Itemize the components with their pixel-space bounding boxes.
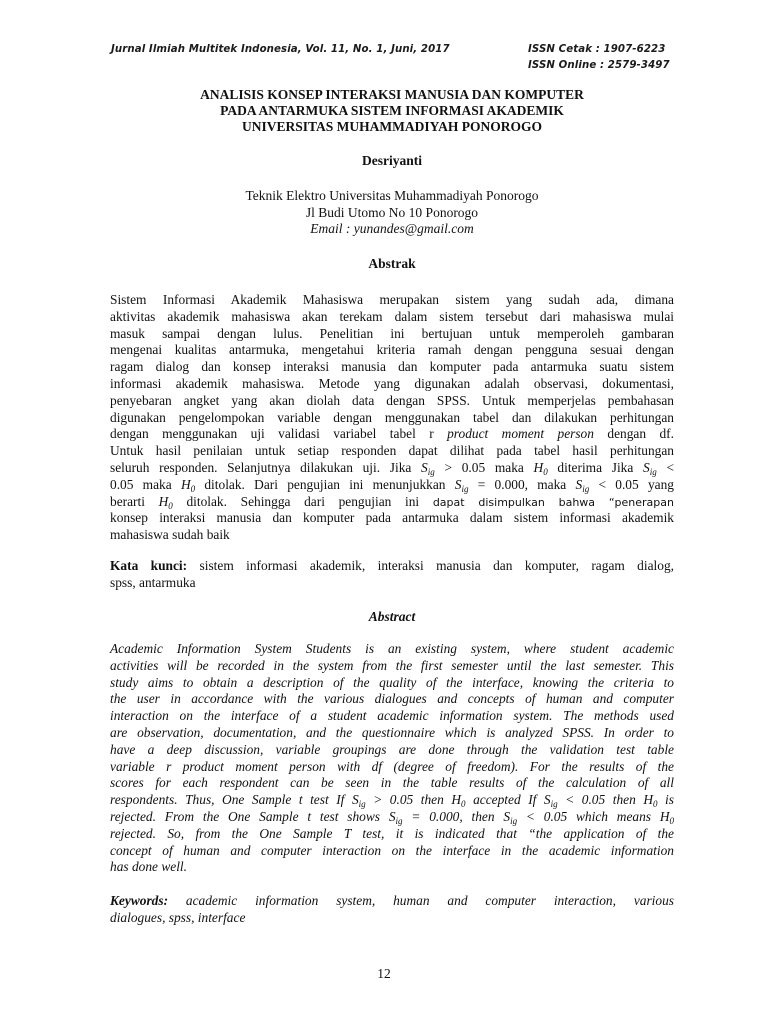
sig-symbol xyxy=(643,460,657,475)
abstrak-run: ditolak. Sehingga dari pengujian ini xyxy=(186,493,420,509)
keywords-label: Keywords: xyxy=(110,893,169,908)
abstrak-run: ditolak. xyxy=(204,476,245,492)
keywords-line-2: dialogues, spss, interface xyxy=(110,909,246,925)
keywords-line-1 xyxy=(110,893,674,910)
page-number: 12 xyxy=(377,966,391,981)
abstract-line: rejected. So, from the One Sample T test, it is indicated that “the application of the xyxy=(110,825,674,841)
paper-title-line-1: ANALISIS KONSEP INTERAKSI MANUSIA DAN KOMPUTER xyxy=(200,87,584,102)
abstrak-line: Untuk hasil penilaian untuk setiap responden dapat dilihat pada tabel hasil perhitungan xyxy=(110,443,674,459)
h0-symbol xyxy=(643,792,658,810)
abstract-line: are observation, documentation, and the questionnaire which is analyzed SPSS. In order to xyxy=(110,724,674,740)
sig-subscript: ig xyxy=(461,483,469,494)
abstrak-run-sans: dapat disimpulkan bahwa “penerapan xyxy=(432,495,674,509)
abstrak-run: dengan menggunakan uji validasi variabel tabel r xyxy=(110,426,434,442)
abstrak-run: 0.05 maka xyxy=(110,476,172,492)
affiliation-dept: Teknik Elektro Universitas Muhammadiyah Ponorogo xyxy=(245,188,539,203)
sig-symbol xyxy=(421,460,435,475)
abstrak-line-10 xyxy=(110,460,674,477)
sig-symbol xyxy=(389,809,403,824)
abstrak-line: informasi akademik mahasiswa. Metode yang digunakan adalah observasi, dokumentasi, xyxy=(110,375,674,391)
abstract-run: is xyxy=(665,792,674,808)
abstract-run: accepted If xyxy=(473,792,537,808)
h0-symbol xyxy=(159,494,173,509)
h0-symbol xyxy=(660,809,674,824)
sig-symbol xyxy=(503,809,517,824)
abstract-body xyxy=(110,641,674,876)
h-letter: H xyxy=(451,792,462,808)
abstrak-line: masuk sampai dengan lulus. Penelitian ini bertujuan untuk memperoleh gambaran xyxy=(110,325,674,341)
abstract-run: respondents. Thus, One Sample t test If xyxy=(110,792,345,808)
h-subscript: 0 xyxy=(669,815,674,826)
abstrak-run: = 0.000, maka xyxy=(477,476,567,492)
abstrak-line: konsep interaksi manusia dan komputer pada antarmuka dalam sistem informasi akademik xyxy=(110,510,674,526)
sig-subscript: ig xyxy=(649,466,657,477)
issn-print: ISSN Cetak : 1907-6223 xyxy=(528,44,666,55)
sig-subscript: ig xyxy=(550,799,558,810)
abstract-line: scores for each respondent can be seen in the table results of the calculation of all xyxy=(110,775,674,791)
abstract-heading: Abstract xyxy=(368,609,416,624)
h0-symbol xyxy=(534,460,548,475)
h-subscript: 0 xyxy=(168,500,173,511)
sig-subscript: ig xyxy=(510,815,518,826)
abstract-line-10 xyxy=(110,809,674,826)
abstrak-line-11 xyxy=(110,477,674,494)
abstract-run: < 0.05 then xyxy=(565,792,636,808)
abstract-run: = 0.000, then xyxy=(411,808,495,824)
h-subscript: 0 xyxy=(653,799,658,810)
abstrak-line: digunakan pengelompokan variable dengan menggunakan tabel dan dilakukan perhitungan xyxy=(110,409,674,425)
abstrak-line: penyebaran angket yang akan diolah data dengan SPSS. Untuk memperjelas pembahasan xyxy=(110,392,674,408)
sig-symbol xyxy=(576,477,590,492)
abstrak-run: Dari pengujian ini menunjukkan xyxy=(254,476,446,492)
abstract-line: activities will be recorded in the system from the first semester until the last semester. This xyxy=(110,657,674,673)
h-subscript: 0 xyxy=(543,466,548,477)
abstrak-line: ragam dialog dan konsep interaksi manusia dan komputer pada antarmuka suatu sistem xyxy=(110,359,674,375)
sig-symbol xyxy=(455,477,469,492)
sig-letter: S xyxy=(351,792,359,808)
sig-letter: S xyxy=(454,476,462,492)
paper-title-line-2: PADA ANTARMUKA SISTEM INFORMASI AKADEMIK xyxy=(220,103,564,118)
author-name: Desriyanti xyxy=(362,153,422,168)
h-subscript: 0 xyxy=(461,799,466,810)
abstract-line: the user in accordance with the various dialogues and concepts of human and computer xyxy=(110,691,674,707)
abstrak-body xyxy=(110,292,674,544)
h0-symbol xyxy=(451,792,466,810)
kata-kunci-block xyxy=(110,558,674,592)
abstrak-run: < 0.05 yang xyxy=(598,476,674,492)
kata-kunci-text: sistem informasi akademik, interaksi manusia dan komputer, ragam dialog, xyxy=(199,558,674,573)
abstract-line: interaction on the interface of a student academic information system. The methods used xyxy=(110,708,674,724)
sig-letter: S xyxy=(543,792,551,808)
abstract-line: have a deep discussion, variable groupings are done through the validation test table xyxy=(110,741,674,757)
abstrak-run: > 0.05 maka xyxy=(444,459,524,475)
abstract-line-9 xyxy=(110,792,674,809)
abstract-line: Academic Information System Students is an existing system, where student academic xyxy=(110,641,674,656)
sig-letter: S xyxy=(421,459,428,475)
sig-letter: S xyxy=(575,476,583,492)
abstract-line: has done well. xyxy=(110,859,187,875)
h-subscript: 0 xyxy=(190,483,196,494)
abstract-line: concept of human and computer interaction on the interface in the academic information xyxy=(110,842,674,858)
abstrak-run: dengan df. xyxy=(607,426,674,442)
sig-letter: S xyxy=(643,459,650,475)
h-letter: H xyxy=(158,493,169,509)
sig-subscript: ig xyxy=(358,799,366,810)
sig-symbol xyxy=(351,792,366,810)
abstrak-run: < xyxy=(666,459,674,475)
abstrak-run: diterima Jika xyxy=(557,459,634,475)
abstrak-line-12 xyxy=(110,494,674,511)
h-letter: H xyxy=(533,459,544,475)
abstrak-run: berarti xyxy=(110,493,145,509)
abstrak-heading: Abstrak xyxy=(368,256,416,271)
keywords-block xyxy=(110,893,674,927)
paper-title-line-3: UNIVERSITAS MUHAMMADIYAH PONOROGO xyxy=(241,119,542,134)
abstract-run: rejected. From the One Sample t test shows xyxy=(110,808,381,824)
kata-kunci-label: Kata kunci: xyxy=(110,558,188,573)
kata-kunci-line-1 xyxy=(110,558,674,575)
sig-letter: S xyxy=(503,808,511,824)
keywords-text: academic information system, human and computer interaction, various xyxy=(185,893,674,908)
abstrak-line: Sistem Informasi Akademik Mahasiswa merupakan sistem yang sudah ada, dimana xyxy=(110,292,674,307)
abstract-run: < 0.05 which means xyxy=(525,808,651,824)
abstrak-line: aktivitas akademik mahasiswa akan terekam dalam sistem tersebut dari mahasiswa mulai xyxy=(110,308,674,324)
sig-symbol xyxy=(543,792,558,810)
h0-symbol xyxy=(181,477,195,492)
issn-online: ISSN Online : 2579-3497 xyxy=(528,60,670,71)
sig-subscript: ig xyxy=(427,466,435,477)
kata-kunci-line-2: spss, antarmuka xyxy=(110,574,196,590)
h-letter: H xyxy=(659,808,670,824)
abstrak-run-italic: product moment person xyxy=(447,426,594,442)
sig-subscript: ig xyxy=(395,815,403,826)
abstract-run: > 0.05 then xyxy=(373,792,444,808)
abstrak-line-8 xyxy=(110,426,674,443)
abstract-line: variable r product moment person with df (degree of freedom). For the results of the xyxy=(110,758,674,774)
h-letter: H xyxy=(180,476,191,492)
h-letter: H xyxy=(643,792,653,808)
affiliation-address: Jl Budi Utomo No 10 Ponorogo xyxy=(305,205,479,220)
abstrak-line: mahasiswa sudah baik xyxy=(110,527,230,543)
sig-letter: S xyxy=(388,808,396,824)
journal-header: Jurnal Ilmiah Multitek Indonesia, Vol. 11, No. 1, Juni, 2017 xyxy=(111,44,450,55)
abstrak-run: seluruh responden. Selanjutnya dilakukan uji. Jika xyxy=(110,459,412,475)
abstract-line: study aims to obtain a description of the quality of the interface, knowing the criteria to xyxy=(110,674,674,690)
author-email: Email : yunandes@gmail.com xyxy=(310,221,474,236)
sig-subscript: ig xyxy=(582,483,590,494)
abstrak-line: mengenai kualitas antarmuka, mengetahui kriteria ramah dengan pengguna sesuai dengan xyxy=(110,342,674,358)
